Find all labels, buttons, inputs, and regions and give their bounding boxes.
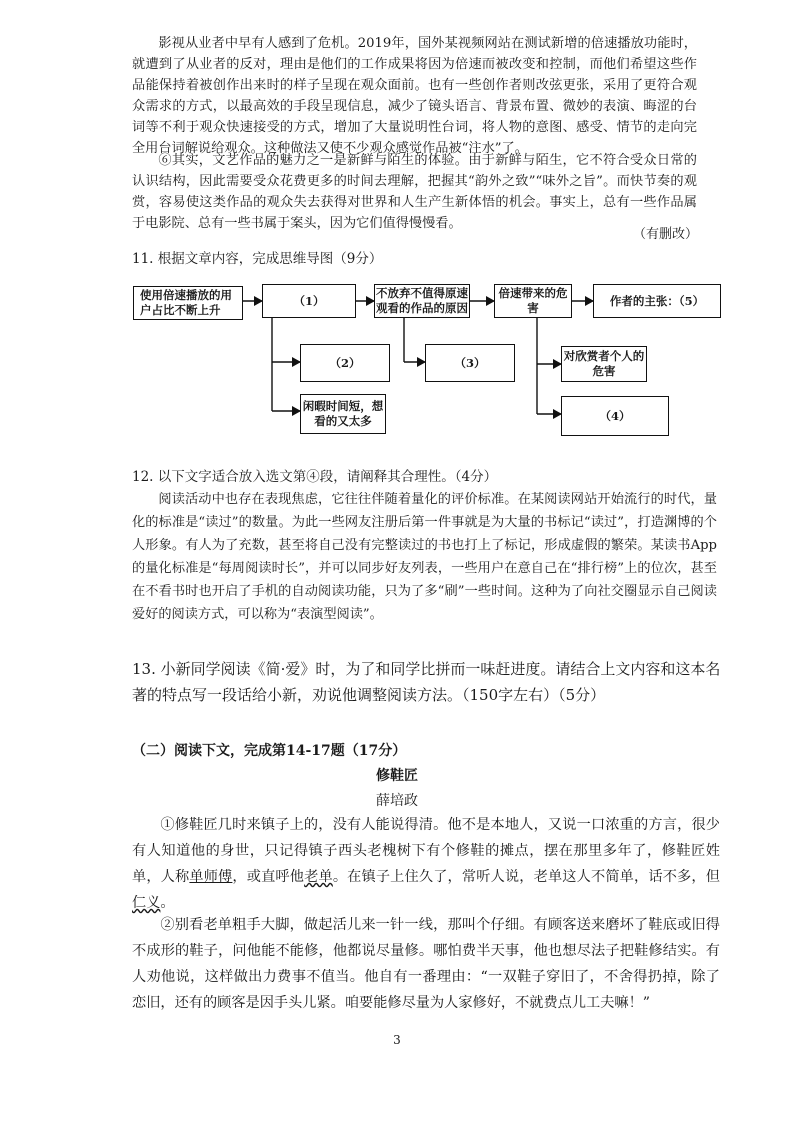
- mindmap-box-start: 使用倍速播放的用户占比不断上升: [133, 286, 243, 320]
- edit-note: （有删改）: [632, 227, 698, 242]
- underlined-term-renyi: 仁义: [132, 895, 161, 911]
- page-number: 3: [393, 1033, 401, 1047]
- mindmap-blank-4[interactable]: （4）: [561, 396, 669, 436]
- story-title: 修鞋匠: [376, 768, 418, 784]
- mindmap-blank-2[interactable]: （2）: [300, 344, 390, 382]
- question-12-quote: 阅读活动中也存在表现焦虑，它往往伴随着量化的评价标准。在某阅读网站开始流行的时代，量化的标准是“读过”的数量。为此一些网友注册后第一件事就是为大量的书标记“读过”，打造渊博的个人形象。有人为了充数，甚至将自己没有完整读过的书也打上了标记，形成虚假的繁荣。某读书App的量化标准是“每周阅读时长”，并可以同步好友列表，一些用户在意自己在“排行榜”上的位次，甚至在不看书时也开启了手机的自动阅读功能，只为了多“刷”一些时间。这种为了向社交圈显示自己阅读爱好的阅读方式，可以称为“表演型阅读”。: [132, 492, 717, 622]
- passage-paragraph-5: 影视从业者中早有人感到了危机。2019年，国外某视频网站在测试新增的倍速播放功能时，就遭到了从业者的反对，理由是他们的工作成果将因为倍速而被改变和控制，而他们希望这些作品能保持着被创作出来时的样子呈现在观众面前。也有一些创作者则改弦更张，采用了更符合观众需求的方式，以最高效的手段呈现信息，减少了镜头语言、背景布置、微妙的表演、晦涩的台词等不利于观众快速接受的方式，增加了大量说明性台词，将人物的意图、感受、情节的走向完全用台词解说给观众。这种做法又使不少观众感觉作品被“注水”了。: [132, 36, 697, 156]
- story-p1-part-b: ，或直呼他: [232, 869, 305, 885]
- story-p1-part-a: ①修鞋匠几时来镇子上的，没有人能说得清。他不是本地人，又说一口浓重的方言，很少有人知道他的身世，只记得镇子西头老槐树下有个修鞋的摊点，摆在那里多年了，修鞋匠姓单，人称: [132, 817, 720, 885]
- mindmap-box-claim[interactable]: 作者的主张：（5）: [593, 284, 721, 318]
- story-p1-part-c: 。在镇子上住久了，常听人说，老单这人不简单，话不多，但: [332, 869, 720, 885]
- story-author: 薛培政: [376, 793, 418, 809]
- question-12: 12. 以下文字适合放入选文第④段，请阐释其合理性。（4分）: [132, 469, 498, 485]
- mindmap-blank-3[interactable]: （3）: [425, 344, 515, 382]
- mindmap-box-harm: 倍速带来的危害: [494, 284, 572, 318]
- underlined-term-master-shan: 单师傅: [189, 869, 233, 885]
- section-2-heading: （二）阅读下文，完成第14-17题（17分）: [132, 743, 407, 759]
- mindmap-box-reason: 不放弃不值得原速观看的作品的原因: [374, 284, 470, 318]
- question-13: 13. 小新同学阅读《简·爱》时，为了和同学比拼而一味赶进度。请结合上文内容和这本名著的特点写一段话给小新，劝说他调整阅读方法。（150字左右）（5分）: [132, 660, 721, 704]
- mindmap-box-leisure: 闲暇时间短，想看的又太多: [300, 394, 386, 434]
- mindmap-box-personal: 对欣赏者个人的危害: [561, 346, 647, 382]
- question-11: 11. 根据文章内容，完成思维导图（9分）: [132, 251, 383, 267]
- story-paragraph-2: ②别看老单粗手大脚，做起活儿来一针一线，那叫个仔细。有顾客送来磨坏了鞋底或旧得不成形的鞋子，问他能不能修，他都说尽量修。哪怕费半天事，他也想尽法子把鞋修结实。有人劝他说，这样做出力费事不值当。他自有一番理由：“一双鞋子穿旧了，不舍得扔掉，除了恋旧，还有的顾客是因手头儿紧。咱要能修尽量为人家修好，不就费点儿工夫嘛！”: [132, 917, 720, 1011]
- passage-paragraph-6: ⑥其实，文艺作品的魅力之一是新鲜与陌生的体验。由于新鲜与陌生，它不符合受众日常的认识结构，因此需要受众花费更多的时间去理解，把握其“韵外之致”“味外之旨”。而快节奏的观赏，容易使这类作品的观众失去获得对世界和人生产生新体悟的机会。事实上，总有一些作品属于电影院、总有一些书属于案头，因为它们值得慢慢看。: [132, 153, 697, 231]
- story-p1-part-d: 。: [160, 895, 175, 911]
- story-paragraph-1: [132, 812, 720, 916]
- underlined-term-old-shan: 老单: [304, 869, 333, 885]
- mindmap-blank-1[interactable]: （1）: [262, 284, 356, 318]
